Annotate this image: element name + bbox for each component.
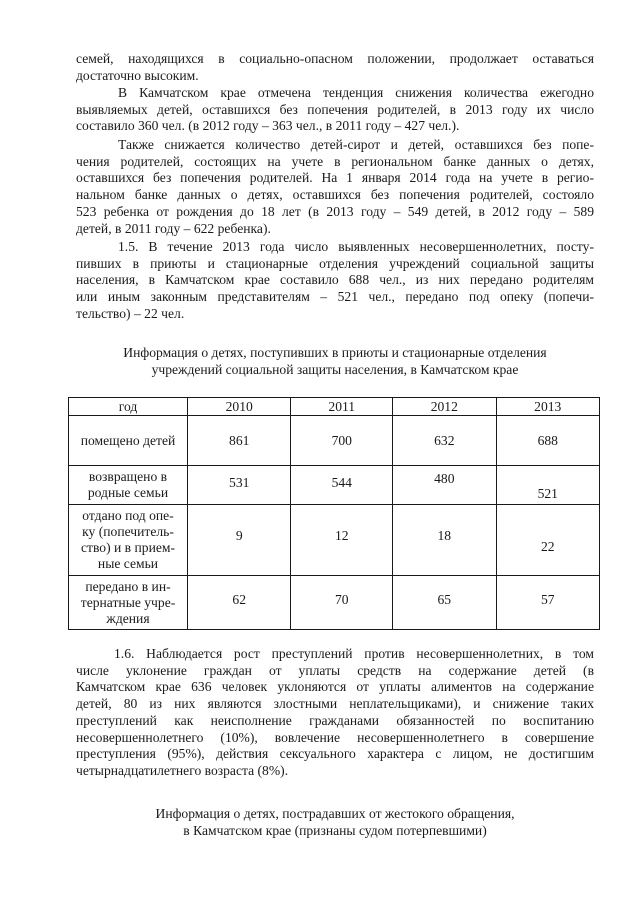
text-line: составило 360 чел. (в 2012 году – 363 чел., в 2011 году – 427 чел.). xyxy=(76,118,460,134)
cell-value: 12 xyxy=(334,528,349,543)
header-cell: 2013 xyxy=(496,398,599,416)
row-label xyxy=(69,466,188,505)
text-line: четырнадцатилетнего возраста (8%). xyxy=(76,762,289,778)
table-cell xyxy=(496,416,599,466)
cell-value: 688 xyxy=(537,433,558,448)
row-label-line: ждения xyxy=(106,610,150,626)
table-header-row xyxy=(69,398,600,416)
text-line: детей, в 2011 году – 622 ребенка). xyxy=(76,220,271,236)
text-line: выявляемых детей, оставшихся без попечения родителей, в 2013 году их число xyxy=(76,101,594,117)
row-label xyxy=(69,416,188,466)
text-line: Также снижается количество детей-сирот и детей, оставшихся без попе- xyxy=(118,137,594,152)
table-cell xyxy=(188,505,291,576)
text-line: семей, находящихся в социально-опасном положении, продолжает оставаться xyxy=(76,51,594,66)
cell-value: 57 xyxy=(540,592,555,607)
row-label-line: помещено детей xyxy=(80,432,176,448)
paragraph-continuation xyxy=(76,51,594,84)
header-cell-year: год xyxy=(69,398,188,416)
caption-line: Информация о детях, пострадавших от жестокого обращения, xyxy=(155,806,515,821)
text-line: 523 ребенка от рождения до 18 лет (в 2013 году – 549 детей, в 2012 году – 589 xyxy=(76,203,594,219)
cell-value: 861 xyxy=(229,433,250,448)
row-label-line: родные семьи xyxy=(87,485,169,500)
row-label xyxy=(69,505,188,576)
text-line: 1.6. Наблюдается рост преступлений против несовершеннолетних, в том xyxy=(114,646,594,661)
text-line: населения, в Камчатском крае составило 688 чел., из них передано родителям xyxy=(76,272,594,288)
table-cell xyxy=(496,466,599,505)
shelters-table xyxy=(68,397,600,630)
table-cell xyxy=(188,416,291,466)
text-line: оставшихся без попечения родителей. На 1 января 2014 года на учете в регио- xyxy=(76,170,594,186)
cell-value: 544 xyxy=(331,475,352,490)
cell-value: 22 xyxy=(540,539,555,554)
text-line: В Камчатском крае отмечена тенденция снижения количества ежегодно xyxy=(118,85,594,100)
table-row xyxy=(69,505,600,576)
table-cell xyxy=(496,505,599,576)
row-label xyxy=(69,576,188,630)
text-line: пивших в приюты и стационарные отделения учреждений социальной защиты xyxy=(76,255,594,271)
text-line: или иным законным представителям – 521 чел., передано под опеку (попечи- xyxy=(76,289,594,305)
text-line: 1.5. В течение 2013 года число выявленных несовершеннолетних, посту- xyxy=(118,239,594,254)
text-line: несовершеннолетнего (10%), вовлечение несовершеннолетнего в совершение xyxy=(76,729,594,745)
table-row xyxy=(69,576,600,630)
cell-value: 632 xyxy=(434,433,455,448)
table-cell xyxy=(393,576,496,630)
cell-value: 9 xyxy=(235,528,243,543)
text-line: числе уклонение граждан от уплаты средств на содержание детей (в xyxy=(76,662,594,678)
table-caption xyxy=(76,344,594,378)
table-cell xyxy=(393,416,496,466)
row-label-line: передано в ин- xyxy=(85,578,171,594)
text-line: Камчатском крае 636 человек уклоняются от уплаты алиментов на содержание xyxy=(76,679,594,695)
cell-value: 18 xyxy=(437,528,452,543)
paragraph-1-6 xyxy=(76,646,594,780)
table-cell xyxy=(393,466,496,505)
row-label-line: возвращено в xyxy=(88,469,168,484)
cell-value: 65 xyxy=(437,592,452,607)
cell-value: 480 xyxy=(434,471,455,486)
bottom-caption xyxy=(76,805,594,839)
text-line: чения родителей, состоящих на учете в региональном банке данных о детях, xyxy=(76,153,594,169)
table-cell xyxy=(291,576,393,630)
row-label-line: отдано под опе- xyxy=(82,508,174,523)
table-row xyxy=(69,466,600,505)
table-cell xyxy=(496,576,599,630)
text-line: достаточно высоким. xyxy=(76,67,199,83)
caption-line: учреждений социальной защиты населения, в Камчатском крае xyxy=(151,362,519,377)
cell-value: 700 xyxy=(331,433,352,448)
table-cell xyxy=(291,505,393,576)
header-cell: 2011 xyxy=(291,398,393,416)
cell-value: 70 xyxy=(334,592,349,607)
table-cell xyxy=(188,466,291,505)
text-line: тельство) – 22 чел. xyxy=(76,305,185,321)
table-cell xyxy=(291,416,393,466)
text-line: детей, 80 из них являются злостными неплательщиками), и снижение таких xyxy=(76,696,594,712)
table-row xyxy=(69,416,600,466)
table-cell xyxy=(188,576,291,630)
cell-value: 531 xyxy=(229,475,250,490)
paragraph-1-5 xyxy=(76,239,594,323)
text-line: преступления (95%), действия сексуального характера с лицом, не достигшим xyxy=(76,746,594,762)
paragraph-regional-databank xyxy=(76,137,594,237)
table-cell xyxy=(393,505,496,576)
table-cell xyxy=(291,466,393,505)
paragraph-orphans-trend xyxy=(76,85,594,135)
header-cell: 2010 xyxy=(188,398,291,416)
caption-line: Информация о детях, поступивших в приюты и стационарные отделения xyxy=(123,345,547,360)
cell-value: 521 xyxy=(537,486,558,501)
row-label-line: ство) и в прием- xyxy=(80,540,176,555)
text-line: преступлений как неисполнение гражданами обязанностей по воспитанию xyxy=(76,712,594,728)
cell-value: 62 xyxy=(232,592,247,607)
header-cell: 2012 xyxy=(393,398,496,416)
text-line: нальном банке данных о детях, оставшихся без попечения родителей, состояло xyxy=(76,187,594,203)
caption-line: в Камчатском крае (признаны судом потерпевшими) xyxy=(183,823,487,838)
row-label-line: ные семьи xyxy=(97,556,159,571)
row-label-line: тернатные учре- xyxy=(80,594,176,610)
row-label-line: ку (попечитель- xyxy=(82,524,174,539)
